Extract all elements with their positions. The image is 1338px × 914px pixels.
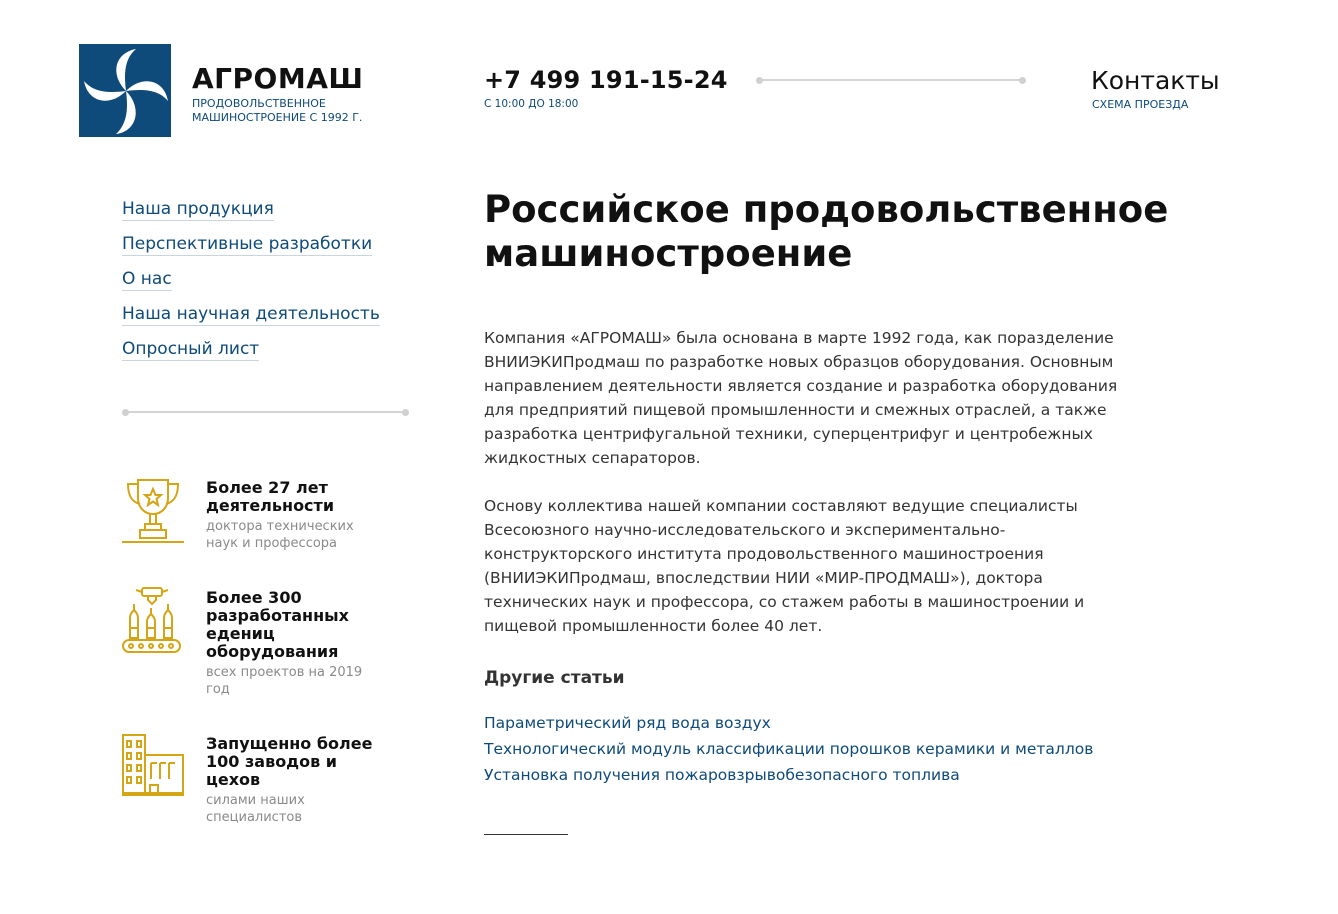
nav-item-science[interactable]: Наша научная деятельность [122, 304, 380, 324]
trophy-icon [122, 476, 184, 548]
stat-title: Более 300 разработанных едениц оборудования [206, 588, 349, 661]
sidebar-nav [122, 198, 380, 373]
conveyor-bottles-icon [122, 586, 182, 658]
divider-dot [122, 409, 129, 416]
brand-subtitle: ПРОДОВОЛЬСТВЕННОЕ МАШИНОСТРОЕНИЕ С 1992 Г. [192, 97, 363, 124]
contacts-link[interactable]: Контакты [1091, 66, 1220, 95]
factory-icon [122, 733, 184, 801]
nav-item-developments[interactable]: Перспективные разработки [122, 234, 373, 254]
brand-name: АГРОМАШ [192, 62, 364, 95]
other-articles-heading: Другие статьи [484, 668, 625, 688]
stat-title: Более 27 лет деятельности [206, 478, 335, 515]
nav-item-products[interactable]: Наша продукция [122, 199, 274, 219]
article-paragraph: Основу коллектива нашей компании составляют ведущие специалисты Всесоюзного научно-исследовательского и экспериментально- конструкторского института продовольственного машиностроения (ВНИИЭКИПродмаш, впоследствии НИИ «МИР-ПРОДМАШ»), доктора технических наук и профессора, со стажем работы в машиностроении и пищевой промышленности более 40 лет. [484, 497, 1085, 635]
article-link[interactable]: Установка получения пожаровзрывобезопасного топлива [484, 766, 960, 784]
sidebar-divider [125, 411, 407, 413]
article-paragraph: Компания «АГРОМАШ» была основана в марте 1992 года, как поразделение ВНИИЭКИПродмаш по разработке новых образцов оборудования. Основным направлением деятельности является создание и разработка оборудования для предприятий пищевой промышленности и смежных отраслей, а также разработка центрифугальной техники, суперцентрифуг и центробежных жидкостных сепараторов. [484, 329, 1118, 467]
working-hours: С 10:00 ДО 18:00 [484, 98, 579, 110]
page-title: Российское продовольственное машиностроение [484, 188, 1169, 275]
divider-dot [402, 409, 409, 416]
logo-icon [80, 45, 171, 137]
article-link[interactable]: Технологический модуль классификации порошков керамики и металлов [484, 740, 1094, 758]
article-link[interactable]: Параметрический ряд вода воздух [484, 714, 771, 732]
stat-subtitle: силами наших специалистов [206, 793, 305, 825]
route-map-link[interactable]: СХЕМА ПРОЕЗДА [1092, 98, 1189, 111]
stat-title: Запущенно более 100 заводов и цехов [206, 734, 373, 789]
divider-dot [756, 77, 763, 84]
logo[interactable] [79, 44, 171, 137]
phone-number[interactable]: +7 499 191-15-24 [484, 66, 728, 94]
other-articles-list [484, 710, 1093, 788]
stat-subtitle: доктора технических наук и профессора [206, 519, 354, 551]
content-end-divider [484, 834, 568, 835]
header-divider [759, 79, 1023, 81]
nav-item-about[interactable]: О нас [122, 269, 172, 289]
stat-subtitle: всех проектов на 2019 год [206, 665, 363, 697]
nav-item-questionnaire[interactable]: Опросный лист [122, 339, 260, 359]
divider-dot [1019, 77, 1026, 84]
